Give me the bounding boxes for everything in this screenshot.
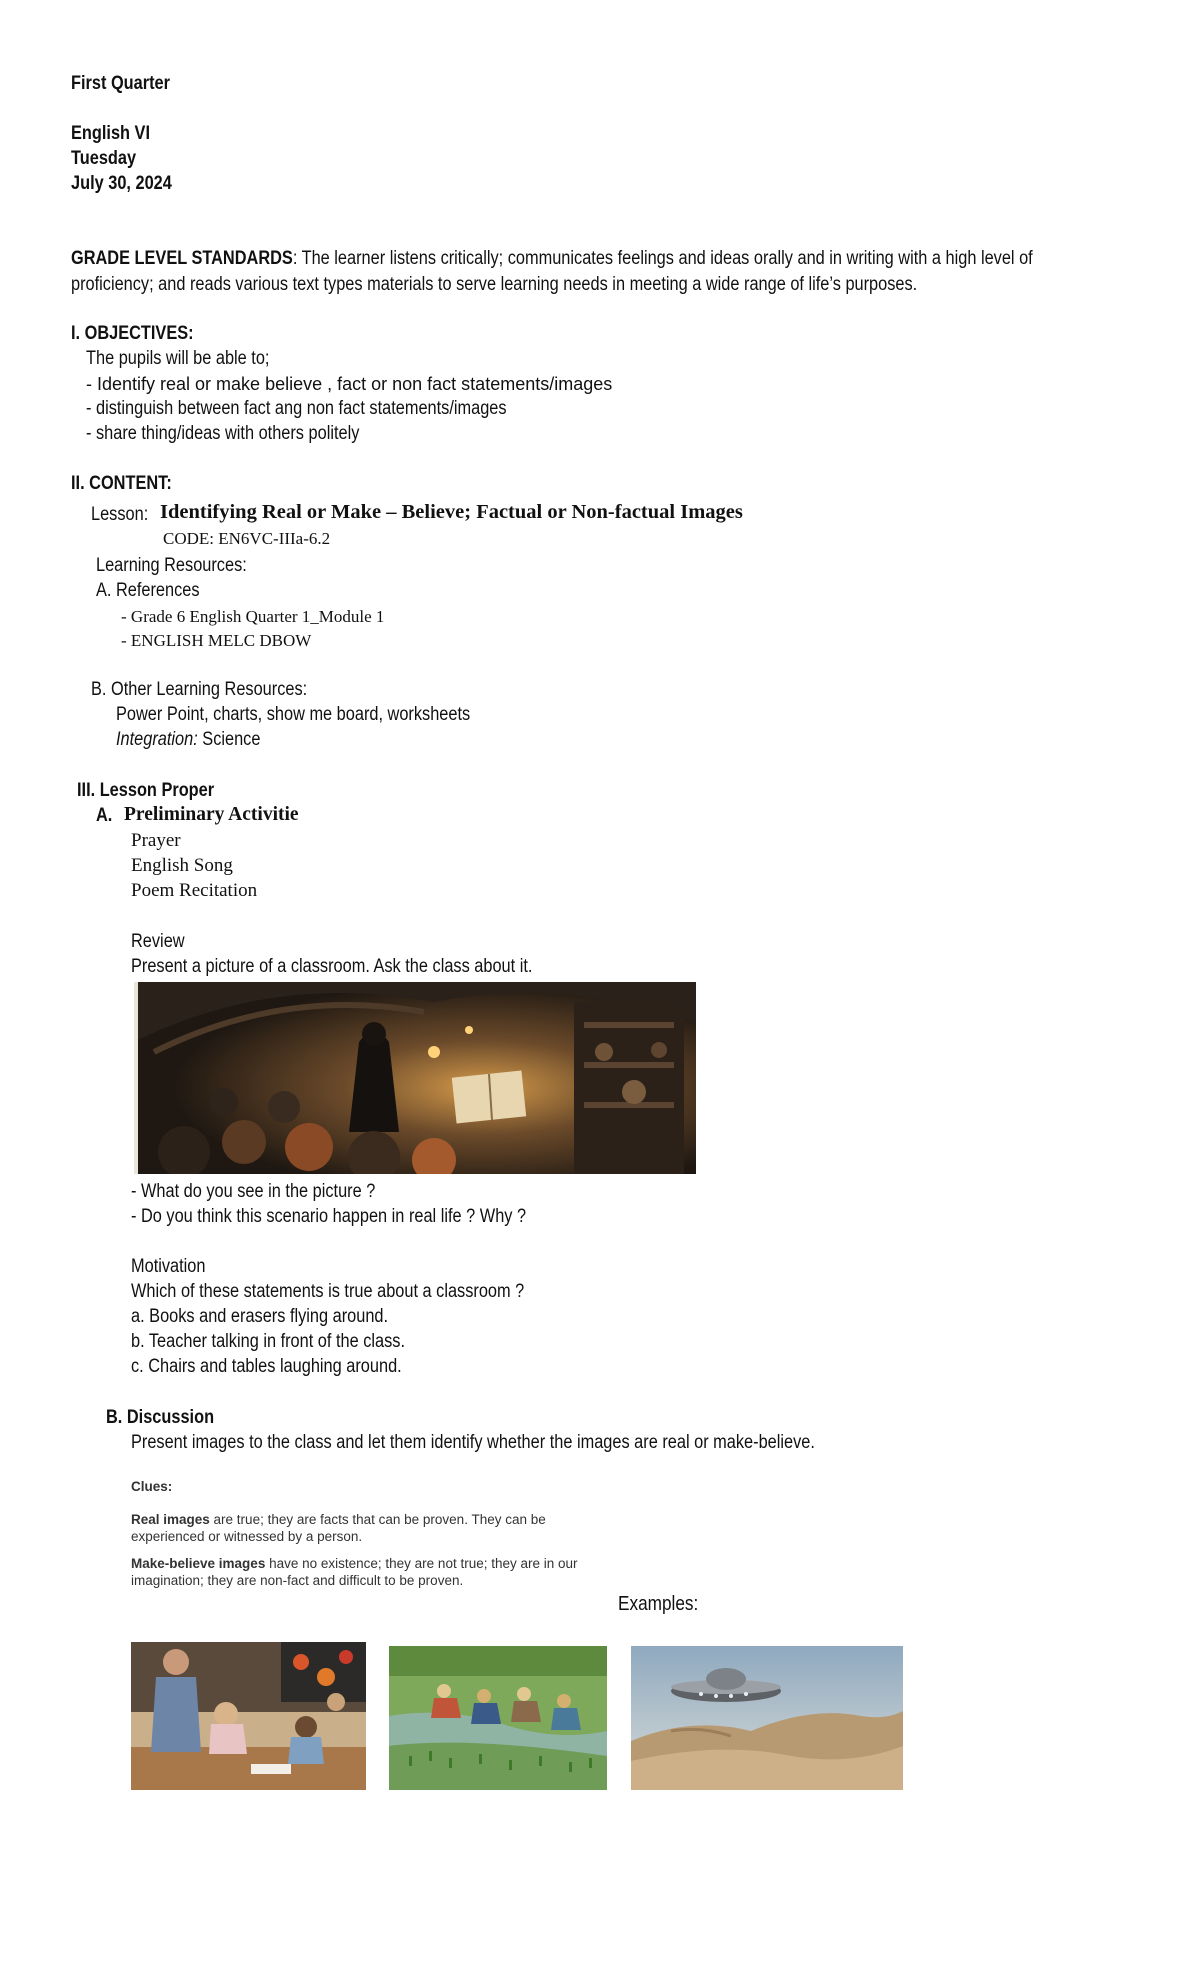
classroom-teacher-image [131,1642,366,1790]
discussion-heading: B. Discussion [106,1407,215,1428]
lesson-code: CODE: EN6VC-IIIa-6.2 [163,529,331,548]
prelim-item: Poem Recitation [131,880,258,901]
review-question: - What do you see in the picture ? [131,1181,376,1202]
subject-label: English VI [71,123,150,144]
prelim-item: English Song [131,855,233,876]
examples-label: Examples: [618,1593,699,1615]
prelim-item: Prayer [131,830,181,851]
review-question: - Do you think this scenario happen in real life ? Why ? [131,1206,527,1227]
clue-make-label: Make-believe images [131,1556,266,1571]
objective-item: - distinguish between fact ang non fact statements/images [86,398,507,419]
clues-title: Clues: [131,1479,173,1494]
ufo-desert-image [631,1646,903,1790]
motivation-label: Motivation [131,1256,206,1277]
other-resources-label: B. Other Learning Resources: [91,679,308,700]
lesson-proper-heading: III. Lesson Proper [77,780,215,801]
clue-real-label: Real images [131,1512,210,1527]
integration-line [116,728,260,752]
motivation-question: Which of these statements is true about a classroom ? [131,1281,525,1302]
objective-item: - Identify real or make believe , fact or non fact statements/images [86,374,613,394]
standards-text: : The learner listens critically; communicates feelings and ideas orally and in writing with a high level of proficiency; and reads various text types materials to serve learning needs in meeting a wide range of life’s purposes. [71,248,1033,295]
integration-label: Integration: [116,729,198,750]
motivation-option: c. Chairs and tables laughing around. [131,1356,402,1377]
reference-item: - Grade 6 English Quarter 1_Module 1 [121,607,385,626]
grade-level-standards [71,246,1107,298]
objectives-intro: The pupils will be able to; [86,348,270,369]
other-resources-items: Power Point, charts, show me board, worksheets [116,704,471,725]
prelim-letter: A. [96,805,113,826]
rice-field-image [389,1646,607,1790]
learning-resources-label: Learning Resources: [96,555,247,576]
fantasy-classroom-image [134,982,696,1174]
references-label: A. References [96,580,200,601]
review-text: Present a picture of a classroom. Ask the class about it. [131,956,533,977]
clue-real [131,1511,601,1545]
content-heading: II. CONTENT: [71,473,172,494]
objectives-heading: I. OBJECTIVES: [71,323,194,344]
motivation-option: a. Books and erasers flying around. [131,1306,389,1327]
prelim-title: Preliminary Activitie [124,804,299,825]
clue-make-text: have no existence; they are not true; they are in our imagination; they are non-fact and difficult to be proven. [131,1556,578,1588]
date-label: July 30, 2024 [71,173,172,194]
standards-label: GRADE LEVEL STANDARDS [71,248,293,269]
clue-make-believe [131,1555,601,1589]
lesson-title: Identifying Real or Make – Believe; Factual or Non-factual Images [160,501,743,523]
review-label: Review [131,931,185,952]
quarter-label: First Quarter [71,73,170,94]
integration-value: Science [197,729,261,750]
reference-item: - ENGLISH MELC DBOW [121,631,312,650]
clue-real-text: are true; they are facts that can be proven. They can be experienced or witnessed by a person. [131,1512,546,1544]
discussion-text: Present images to the class and let them identify whether the images are real or make-believe. [131,1432,815,1453]
day-label: Tuesday [71,148,137,169]
motivation-option: b. Teacher talking in front of the class. [131,1331,406,1352]
lesson-label: Lesson: [91,504,149,525]
objective-item: - share thing/ideas with others politely [86,423,360,444]
clues-box [131,1478,601,1599]
